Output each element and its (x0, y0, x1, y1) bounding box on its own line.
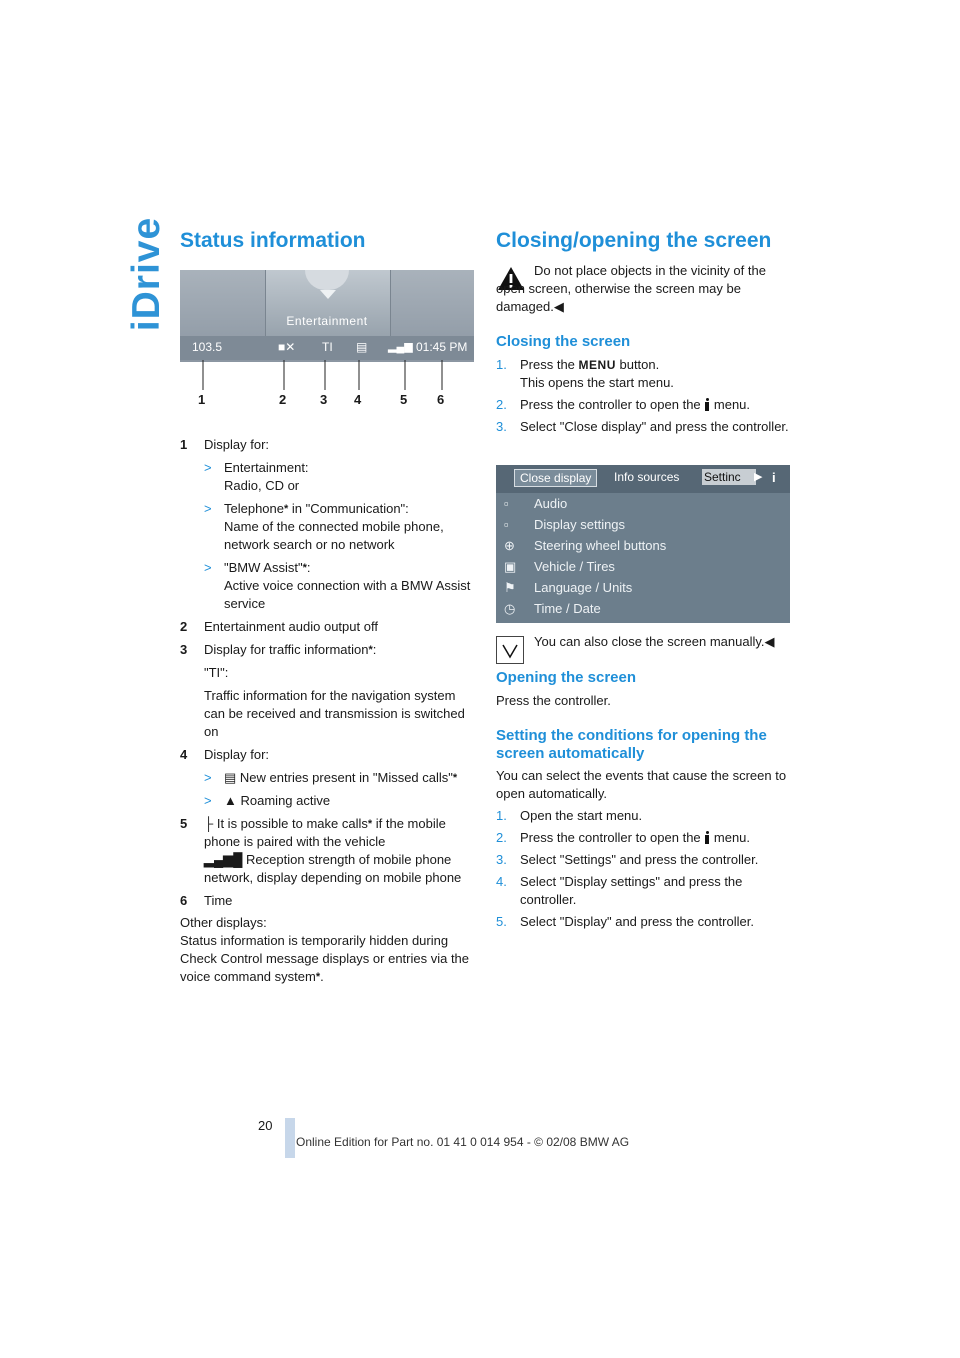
list-item-audio[interactable]: ▫ Audio (504, 496, 568, 511)
closing-step-1: 1. Press the MENU button. This opens the start menu. (496, 357, 674, 390)
signal-strength-icon: ▂▄▆█ (204, 852, 243, 867)
callout-3: 3 (320, 392, 328, 407)
list-item-vehicle-tires[interactable]: ▣ Vehicle / Tires (504, 559, 615, 574)
vehicle-icon: ▣ (504, 559, 517, 574)
auto-open-title: Setting the conditions for opening the screen automatically (496, 727, 767, 762)
closing-screen-title: Closing the screen (496, 333, 631, 350)
mute-icon: ■✕ (278, 340, 296, 354)
opening-screen-title: Opening the screen (496, 669, 637, 686)
auto-step-5: 5. Select "Display" and press the controller. (496, 914, 754, 929)
legend-4-bullet-roaming: > ▲ Roaming active (180, 792, 476, 810)
closing-opening-title: Closing/opening the screen (496, 229, 772, 252)
missed-calls-icon: ▤ (356, 340, 368, 354)
opening-screen-text: Press the controller. (496, 693, 611, 708)
callout-2: 2 (279, 392, 287, 407)
note-icon (496, 636, 524, 664)
auto-step-2: 2. Press the controller to open the menu. (496, 830, 751, 845)
page-number: 20 (258, 1118, 273, 1133)
menu-tabbar (496, 465, 790, 493)
callout-6: 6 (437, 392, 445, 407)
settings-menu-screenshot (496, 465, 790, 623)
audio-icon: ▫ (504, 496, 509, 511)
legend-item-1: 1 Display for: (180, 437, 270, 452)
callout-1: 1 (198, 392, 206, 407)
steering-wheel-icon: ⊕ (504, 538, 515, 553)
legend-item-5: 5 ├ It is possible to make calls* if the mobile phone is paired with the vehicle ▂▄▆█ Reception strength of mobile phone network, display depending on mobile phone (180, 816, 462, 885)
callout-4: 4 (354, 392, 362, 407)
legend-item-4: 4 Display for: (180, 747, 270, 762)
list-item-language-units[interactable]: ⚑ Language / Units (504, 580, 633, 595)
legend-item-3: 3 Display for traffic information*: (180, 642, 377, 657)
list-item-time-date[interactable]: ◷ Time / Date (504, 601, 601, 616)
time-readout: 01:45 PM (416, 340, 468, 354)
warning-text: Do not place objects in the vicinity of the open screen, otherwise the screen may be damaged.◀ (496, 263, 766, 314)
section-tab (112, 216, 169, 332)
auto-open-text: You can select the events that cause the screen to open automatically. (496, 768, 787, 801)
roaming-icon: ▲ (224, 793, 237, 808)
legend-1-bullet-entertainment: > Entertainment: Radio, CD or (180, 459, 476, 495)
tab-close-display[interactable]: Close display (514, 469, 597, 487)
footer-edition: Online Edition for Part no. 01 41 0 014 954 - © 02/08 BMW AG (296, 1135, 630, 1149)
clock-icon: ◷ (504, 601, 516, 616)
status-bar (180, 336, 474, 360)
legend-item-2: 2 Entertainment audio output off (180, 619, 378, 634)
legend-3-desc: Traffic information for the navigation system can be received and transmission is switched on (204, 688, 465, 739)
info-icon (704, 398, 710, 411)
tab-info-sources[interactable]: Info sources (614, 470, 680, 484)
legend-4-bullet-missed-calls: > ▤ New entries present in "Missed calls"* (180, 769, 476, 787)
freq-readout: 103.5 (192, 340, 223, 354)
legend-1-bullet-telephone: > Telephone* in "Communication": Name of the connected mobile phone, network search or no network (180, 500, 476, 554)
menu-button-label: MENU (578, 358, 616, 372)
closing-step-3: 3. Select "Close display" and press the controller. (496, 419, 789, 434)
auto-step-1: 1. Open the start menu. (496, 808, 643, 823)
list-item-steering-wheel[interactable]: ⊕ Steering wheel buttons (504, 538, 667, 553)
section-tab-label: iDrive (125, 216, 169, 332)
settings-list (504, 496, 784, 622)
missed-calls-icon: ▤ (224, 770, 237, 785)
phone-ready-icon: ├ (204, 816, 214, 831)
other-displays-title: Other displays: (180, 915, 267, 930)
other-displays-text: Status information is temporarily hidden during Check Control message displays or entries via the voice command system*. (180, 933, 470, 984)
chevron-down-icon (320, 290, 336, 299)
legend-item-6: 6 Time (180, 893, 233, 908)
chevron-right-icon[interactable]: ▶ (754, 471, 763, 483)
list-item-display-settings[interactable]: ▫ Display settings (504, 517, 626, 532)
footer-bar (285, 1118, 295, 1158)
auto-open-steps (496, 807, 791, 931)
status-info-title: Status information (180, 229, 366, 252)
note-text: You can also close the screen manually.◀ (534, 634, 775, 649)
signal-icon: ▂▄▆ (388, 341, 413, 353)
ti-indicator: TI (322, 340, 333, 354)
tab-settings[interactable]: Settinc (702, 469, 756, 485)
info-icon: i (772, 470, 776, 485)
entertainment-label: Entertainment (286, 314, 368, 328)
auto-step-4: 4. Select "Display settings" and press the controller. (496, 874, 743, 907)
callout-5: 5 (400, 392, 408, 407)
display-icon: ▫ (504, 517, 509, 532)
auto-step-3: 3. Select "Settings" and press the controller. (496, 852, 759, 867)
info-icon (704, 831, 710, 844)
legend-3-ti: "TI": (204, 665, 229, 680)
legend-1-bullet-bmw-assist: > "BMW Assist"*: Active voice connection with a BMW Assist service (180, 559, 476, 613)
closing-step-2: 2. Press the controller to open the menu. (496, 397, 751, 412)
flag-icon: ⚑ (504, 580, 516, 595)
status-bar-screenshot (180, 270, 474, 425)
closing-steps (496, 356, 791, 436)
status-legend (180, 436, 476, 986)
